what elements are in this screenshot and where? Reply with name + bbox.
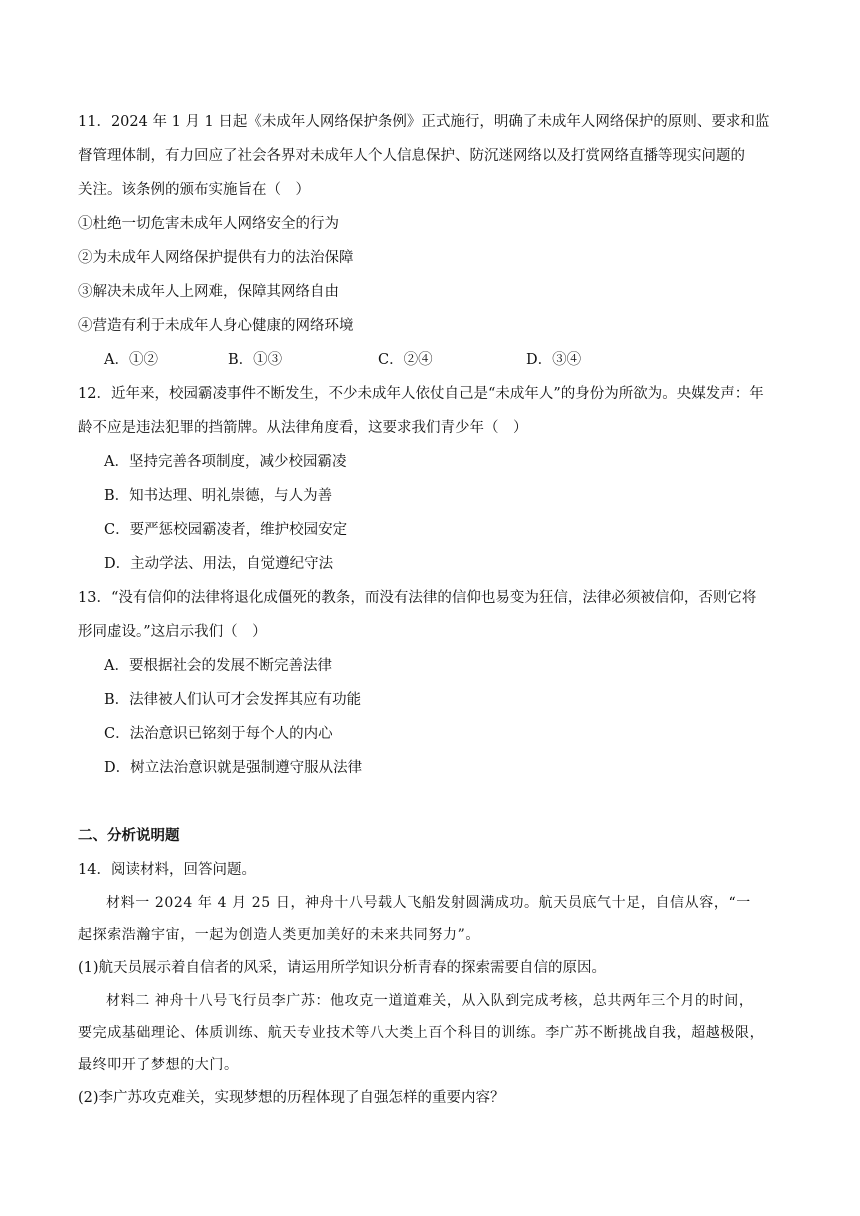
material-1-line-1: 材料一 2024 年 4 月 25 日，神舟十八号载人飞船发射圆满成功。航天员底气十足，自信从容，“一 <box>106 895 751 911</box>
question-12-option-d[interactable]: D．主动学法、用法，自觉遵纪守法 <box>104 556 334 572</box>
material-2-line-1: 材料二 神舟十八号飞行员李广苏：他攻克一道道难关，从入队到完成考核，总共两年三个月的时间， <box>106 993 754 1009</box>
material-2-line-2: 要完成基础理论、体质训练、航天专业技术等八大类上百个科目的训练。李广苏不断挑战自我，超越极限， <box>78 1025 765 1041</box>
question-11 <box>78 105 786 377</box>
question-12-option-c[interactable]: C．要严惩校园霸凌者，维护校园安定 <box>104 522 348 538</box>
question-14-sub-1: (1)航天员展示着自信者的风采，请运用所学知识分析青春的探索需要自信的原因。 <box>78 960 607 976</box>
question-12-option-a[interactable]: A．坚持完善各项制度，减少校园霸凌 <box>104 454 347 470</box>
question-13-option-a[interactable]: A．要根据社会的发展不断完善法律 <box>104 658 332 674</box>
question-11-stem-line-2: 督管理体制，有力回应了社会各界对未成年人个人信息保护、防沉迷网络以及打赏网络直播等现实问题的 <box>78 148 745 164</box>
question-11-stem-line-3: 关注。该条例的颁布实施旨在（ ） <box>78 182 310 198</box>
question-14-sub-2: (2)李广苏攻克难关，实现梦想的历程体现了自强怎样的重要内容？ <box>78 1090 505 1106</box>
question-11-option-d[interactable]: D．③④ <box>526 352 582 368</box>
question-11-option-b[interactable]: B．①③ <box>228 352 283 368</box>
question-12-stem-line-1: 12．近年来，校园霸凌事件不断发生，不少未成年人依仗自己是“未成年人”的身份为所欲为。央媒发声：年 <box>78 386 764 402</box>
question-11-stem-line-1: 11．2024 年 1 月 1 日起《未成年人网络保护条例》正式施行，明确了未成年人网络保护的原则、要求和监 <box>78 114 770 130</box>
section-2-heading: 二、分析说明题 <box>78 827 180 844</box>
question-11-option-a[interactable]: A．①② <box>104 352 158 368</box>
material-2-line-3: 最终叩开了梦想的大门。 <box>78 1057 239 1073</box>
question-11-item-3: ③解决未成年人上网难，保障其网络自由 <box>78 284 339 300</box>
question-13-option-b[interactable]: B．法律被人们认可才会发挥其应有功能 <box>104 692 362 708</box>
question-12-option-b[interactable]: B．知书达理、明礼崇德，与人为善 <box>104 488 333 504</box>
question-13-option-d[interactable]: D．树立法治意识就是强制遵守服从法律 <box>104 760 363 776</box>
question-11-item-1: ①杜绝一切危害未成年人网络安全的行为 <box>78 216 339 232</box>
question-12-stem-line-2: 龄不应是违法犯罪的挡箭牌。从法律角度看，这要求我们青少年（ ） <box>78 420 528 436</box>
section-spacer <box>78 785 786 819</box>
question-12 <box>78 377 786 581</box>
exam-content <box>78 105 786 1115</box>
question-14-intro: 14．阅读材料，回答问题。 <box>78 862 256 878</box>
question-13-stem-line-1: 13．“没有信仰的法律将退化成僵死的教条，而没有法律的信仰也易变为狂信，法律必须被信仰，否则它将 <box>78 590 757 606</box>
question-13-option-c[interactable]: C．法治意识已铭刻于每个人的内心 <box>104 726 333 742</box>
question-13 <box>78 581 786 785</box>
question-13-stem-line-2: 形同虚设。”这启示我们（ ） <box>78 624 267 640</box>
question-11-option-c[interactable]: C．②④ <box>378 352 433 368</box>
question-11-options <box>78 343 786 377</box>
material-1-line-2: 起探索浩瀚宇宙，一起为创造人类更加美好的未来共同努力”。 <box>78 927 480 943</box>
question-11-item-2: ②为未成年人网络保护提供有力的法治保障 <box>78 250 354 266</box>
question-14 <box>78 853 786 1115</box>
question-11-item-4: ④营造有利于未成年人身心健康的网络环境 <box>78 318 354 334</box>
